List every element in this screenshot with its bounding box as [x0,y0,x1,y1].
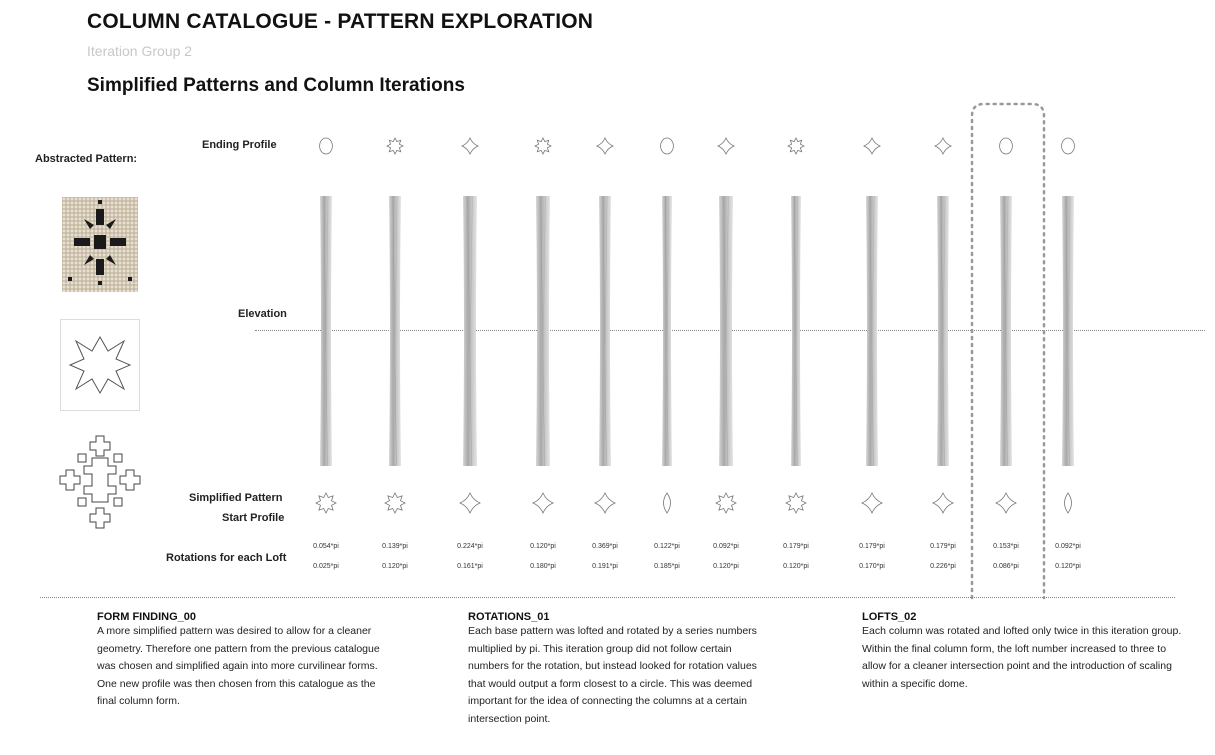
form-finding-section [97,611,397,711]
rotations-section [468,611,763,728]
rotation-value-2: 0.120*pi [382,563,408,570]
rotations-body: Each base pattern was lofted and rotated by a series numbers multiplied by pi. This iteration group did not follow certain numbers for the rotation, but instead looked for rotation values that would output a form closest to a circle. This was deemed important for the idea of connecting the columns at a certain intersection point. [468,625,757,725]
column-elevation-6 [661,196,673,466]
rotation-value-2: 0.191*pi [592,563,618,570]
abstracted-pattern-label: Abstracted Pattern: [35,153,138,165]
form-finding-title: FORM FINDING_00 [97,611,197,623]
start-profile-label: Start Profile [222,512,285,524]
section-divider [40,597,1175,598]
ending-profile-3 [460,136,480,158]
rotation-value-1: 0.179*pi [930,543,956,550]
ending-profile-11 [996,136,1016,158]
elevation-label: Elevation [238,308,287,320]
column-elevation-10 [936,196,950,466]
ending-profile-1 [316,136,336,158]
column-elevation-1 [319,196,333,466]
lofts-section [862,611,1182,693]
rotation-value-1: 0.179*pi [859,543,885,550]
rotation-value-2: 0.180*pi [530,563,556,570]
rotations-title: ROTATIONS_01 [468,611,550,623]
start-profile-8 [784,490,808,516]
rotation-value-2: 0.161*pi [457,563,483,570]
ending-profile-8 [786,136,806,158]
ending-profile-4 [533,136,553,158]
rotation-value-2: 0.120*pi [783,563,809,570]
column-elevation-7 [718,196,734,466]
ending-profile-12 [1058,136,1078,158]
column-elevation-4 [535,196,551,466]
section-heading: Simplified Patterns and Column Iterations [87,75,465,96]
rotations-label: Rotations for each Loft [166,552,287,564]
form-finding-body: A more simplified pattern was desired to allow for a cleaner geometry. Therefore one pattern from the previous catalogue was chosen and simplified again into more curvilinear forms. One new profile was then chosen from this catalogue as the final column form. [97,625,380,707]
rotation-value-1: 0.179*pi [783,543,809,550]
rotation-value-1: 0.139*pi [382,543,408,550]
ending-profile-5 [595,136,615,158]
column-elevation-3 [462,196,478,466]
ending-profile-6 [657,136,677,158]
lofts-body: Each column was rotated and lofted only twice in this iteration group. Within the final column form, the loft number increased to three to allow for a cleaner intersection point and the introduction of scaling within a specific dome. [862,625,1182,690]
start-profile-12 [1056,490,1080,516]
start-profile-4 [531,490,555,516]
ending-profile-7 [716,136,736,158]
page-subtitle: Iteration Group 2 [87,43,193,59]
column-elevation-9 [865,196,879,466]
ending-profile-2 [385,136,405,158]
simplified-pattern-label: Simplified Pattern [189,492,283,504]
rotation-value-1: 0.120*pi [530,543,556,550]
ending-profile-9 [862,136,882,158]
rotation-value-1: 0.224*pi [457,543,483,550]
rotation-value-2: 0.185*pi [654,563,680,570]
simplified-pixel-pattern-image [56,432,144,532]
rotation-value-2: 0.086*pi [993,563,1019,570]
column-elevation-8 [790,196,802,466]
rotation-value-1: 0.092*pi [713,543,739,550]
rotation-value-1: 0.153*pi [993,543,1019,550]
ending-profile-label: Ending Profile [202,139,277,151]
page-title: COLUMN CATALOGUE - PATTERN EXPLORATION [87,10,594,33]
rotation-value-2: 0.170*pi [859,563,885,570]
start-profile-6 [655,490,679,516]
start-profile-7 [714,490,738,516]
start-profile-2 [383,490,407,516]
abstracted-outline-image [60,319,140,411]
rotation-value-1: 0.092*pi [1055,543,1081,550]
column-elevation-5 [598,196,612,466]
rotation-value-2: 0.226*pi [930,563,956,570]
rotation-value-2: 0.120*pi [713,563,739,570]
tile-pattern-image [62,197,138,292]
column-elevation-11 [999,196,1013,466]
start-profile-5 [593,490,617,516]
rotation-value-1: 0.122*pi [654,543,680,550]
rotation-value-1: 0.369*pi [592,543,618,550]
rotation-value-2: 0.120*pi [1055,563,1081,570]
rotation-value-2: 0.025*pi [313,563,339,570]
start-profile-11 [994,490,1018,516]
rotation-value-1: 0.054*pi [313,543,339,550]
ending-profile-10 [933,136,953,158]
start-profile-10 [931,490,955,516]
start-profile-1 [314,490,338,516]
column-elevation-2 [388,196,402,466]
start-profile-3 [458,490,482,516]
column-elevation-12 [1061,196,1075,466]
start-profile-9 [860,490,884,516]
lofts-title: LOFTS_02 [862,611,917,623]
